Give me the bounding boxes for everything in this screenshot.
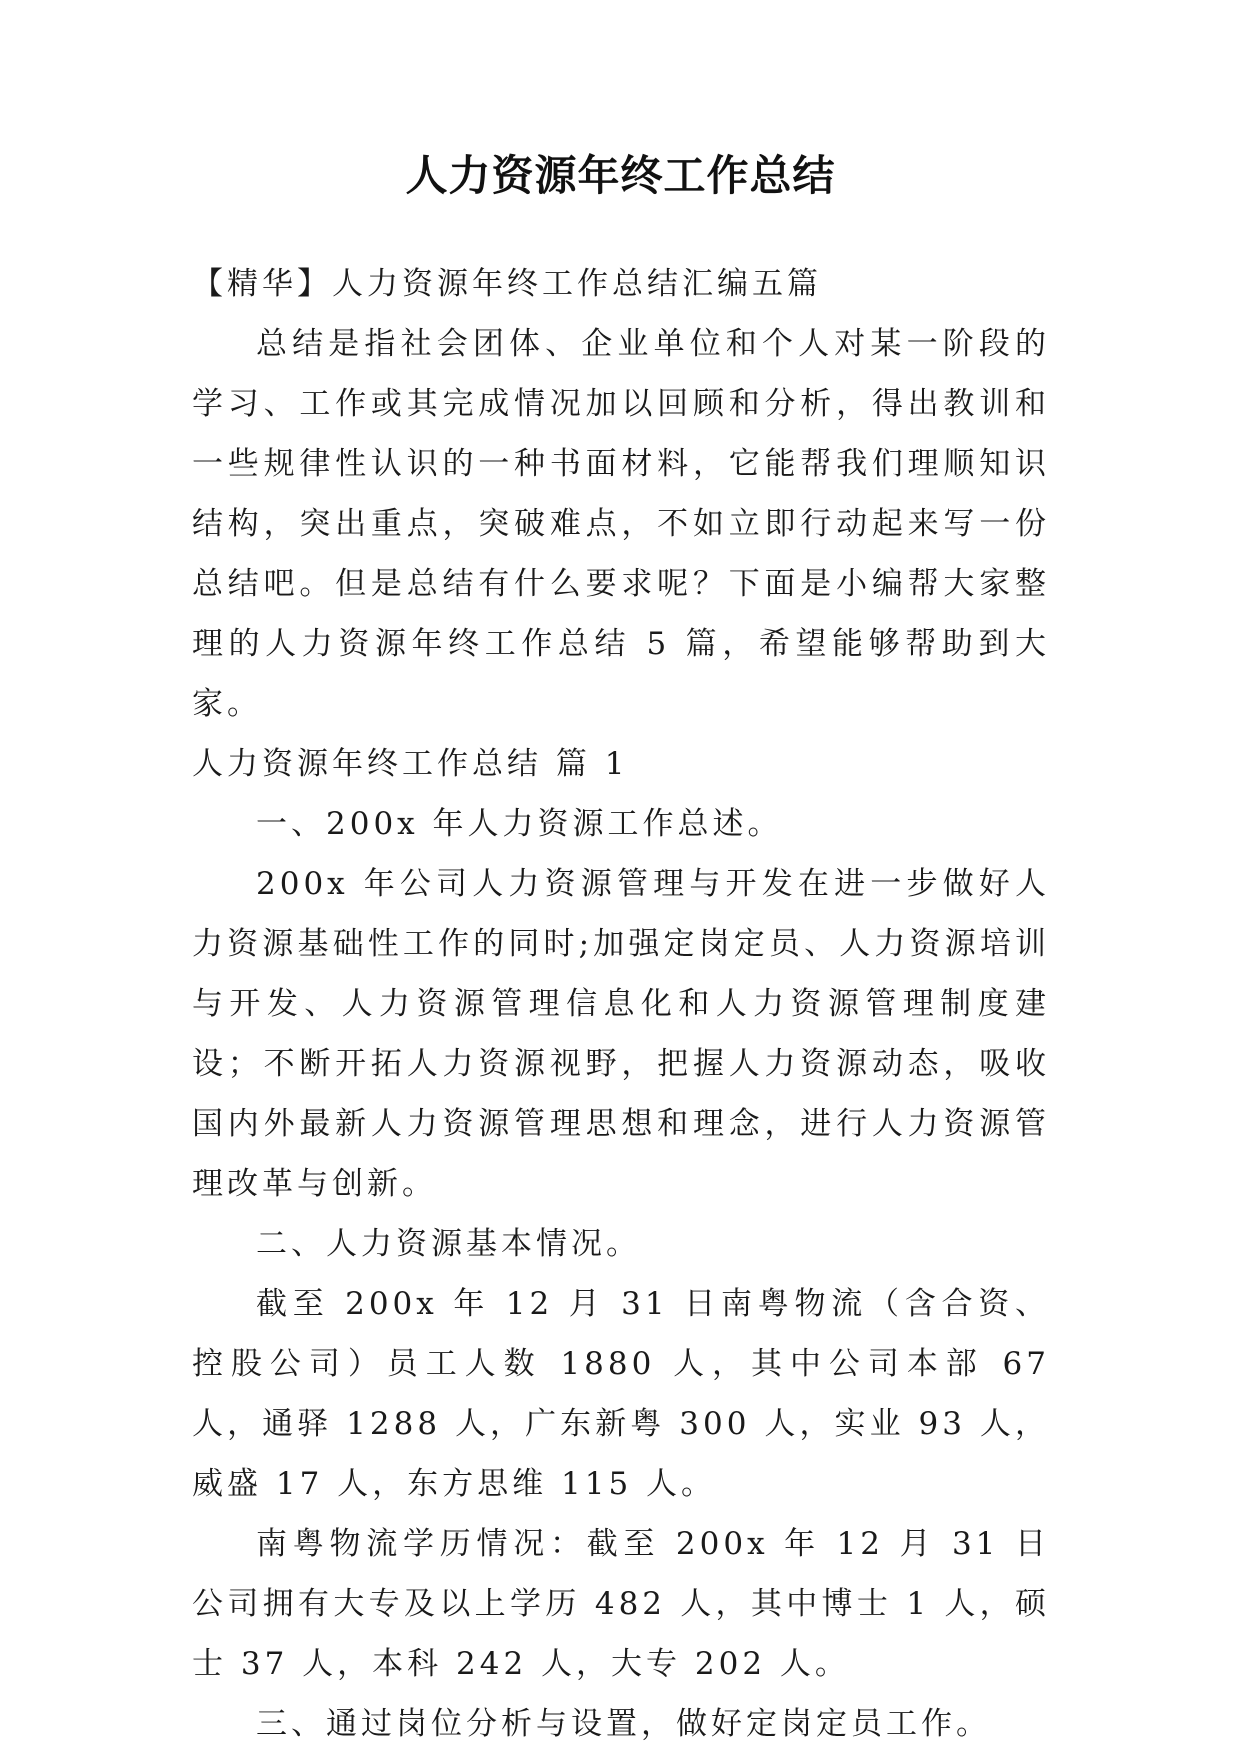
intro-paragraph: 总结是指社会团体、企业单位和个人对某一阶段的学习、工作或其完成情况加以回顾和分析，得出教训和一些规律性认识的一种书面材料，它能帮我们理顺知识结构，突出重点，突破难点，不如立即行动起来写一份总结吧。但是总结有什么要求呢？下面是小编帮大家整理的人力资源年终工作总结 5 篇，希望能够帮助到大家。 (192, 326, 1050, 722)
body-paragraph-3: 南粤物流学历情况：截至 200x 年 12 月 31 日公司拥有大专及以上学历 482 人，其中博士 1 人，硕士 37 人，本科 242 人，大专 202 人。 (192, 1526, 1050, 1682)
item-heading-2: 二、人力资源基本情况。 (256, 1226, 641, 1262)
section-heading: 人力资源年终工作总结 篇 1 (192, 746, 629, 782)
body-paragraph-2: 截至 200x 年 12 月 31 日南粤物流（含合资、控股公司）员工人数 1880 人，其中公司本部 67 人，通驿 1288 人，广东新粤 300 人，实业 93 人，威盛 17 人，东方思维 115 人。 (192, 1286, 1050, 1502)
document-title: 人力资源年终工作总结 (405, 151, 836, 200)
document-body (192, 254, 1050, 1754)
item-heading-1: 一、200x 年人力资源工作总述。 (256, 806, 783, 842)
item-heading-3: 三、通过岗位分析与设置，做好定岗定员工作。 (256, 1706, 991, 1742)
document-subtitle: 【精华】人力资源年终工作总结汇编五篇 (192, 266, 822, 302)
body-paragraph-1: 200x 年公司人力资源管理与开发在进一步做好人力资源基础性工作的同时;加强定岗定员、人力资源培训与开发、人力资源管理信息化和人力资源管理制度建设；不断开拓人力资源视野，把握人力资源动态，吸收国内外最新人力资源管理思想和理念，进行人力资源管理改革与创新。 (192, 866, 1050, 1202)
